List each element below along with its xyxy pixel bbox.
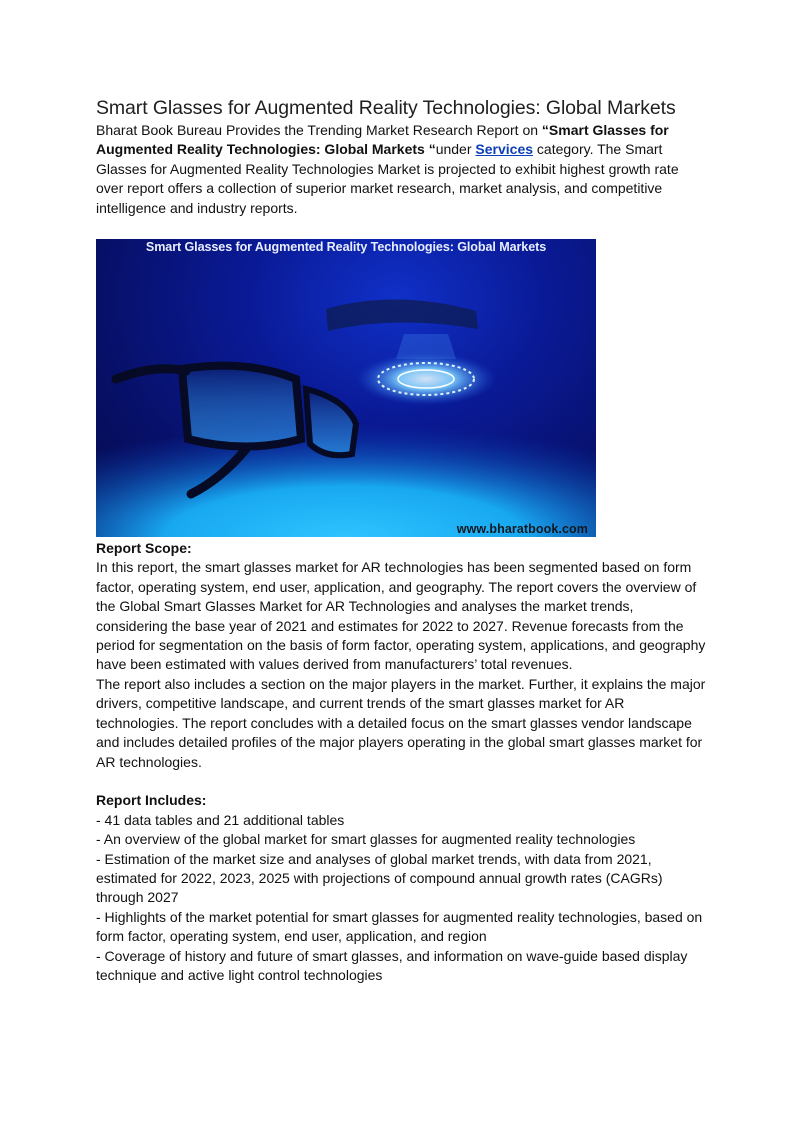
intro-lead: Bharat Book Bureau Provides the Trending Market Research Report on bbox=[96, 122, 542, 138]
banner-url: www.bharatbook.com bbox=[456, 522, 588, 537]
blank-line bbox=[96, 772, 706, 791]
list-item: - 41 data tables and 21 additional tables bbox=[96, 811, 345, 828]
banner-title: Smart Glasses for Augmented Reality Technologies: Global Markets bbox=[145, 240, 547, 255]
hologram-disc bbox=[356, 353, 496, 405]
background-glasses bbox=[326, 300, 478, 332]
list-item: - An overview of the global market for smart glasses for augmented reality technologies bbox=[96, 831, 636, 848]
report-includes-list bbox=[96, 811, 706, 986]
document-body bbox=[96, 96, 706, 985]
report-scope-paragraph-1: In this report, the smart glasses market for AR technologies has been segmented based on form factor, operating system, end user, application, and geography. The report covers the overview of the Global Smart Glasses Market for AR Technologies and analyses the market trends, considering the base year of 2021 and estimates for 2022 to 2027. Revenue forecasts from the period for segmentation on the basis of form factor, operating system, applications, and geography have been estimated with values derived from manufacturers’ total revenues. bbox=[96, 559, 706, 673]
report-scope-paragraph-2: The report also includes a section on the major players in the market. Further, it explains the major drivers, competitive landscape, and current trends of the smart glasses market for AR technologies. The report concludes with a detailed focus on the smart glasses vendor landscape and includes detailed profiles of the major players operating in the global smart glasses market for AR technologies. bbox=[96, 675, 706, 770]
list-item: - Highlights of the market potential for smart glasses for augmented reality technologies, based on form factor, operating system, end user, application, and region bbox=[96, 908, 703, 945]
intro-report-name: “Smart Glasses for Augmented Reality Technologies: Global Markets “ bbox=[96, 122, 669, 158]
intro-rest: category. The Smart Glasses for Augmented Reality Technologies Market is projected to exhibit highest growth rate over report offers a collection of superior market research, market analysis, and competitive intelligence and industry reports. bbox=[96, 141, 679, 216]
list-item: - Coverage of history and future of smart glasses, and information on wave-guide based display technique and active light control technologies bbox=[96, 947, 688, 983]
list-item: - Estimation of the market size and analyses of global market trends, with data from 2021, estimated for 2022, 2023, 2025 with projections of compound annual growth rates (CAGRs) through 2027 bbox=[96, 850, 663, 906]
services-link[interactable]: Services bbox=[475, 141, 534, 158]
intro-paragraph bbox=[96, 121, 706, 218]
intro-under: under bbox=[435, 141, 476, 158]
hologram-beam bbox=[396, 334, 456, 359]
report-includes-heading: Report Includes: bbox=[96, 792, 207, 809]
document-title: Smart Glasses for Augmented Reality Technologies: Global Markets bbox=[96, 97, 676, 119]
glasses-left-lens bbox=[182, 366, 301, 447]
smart-glasses-illustration bbox=[96, 239, 596, 537]
glasses-temple-left bbox=[116, 369, 186, 379]
banner-image bbox=[96, 239, 596, 537]
report-scope-heading: Report Scope: bbox=[96, 540, 192, 557]
